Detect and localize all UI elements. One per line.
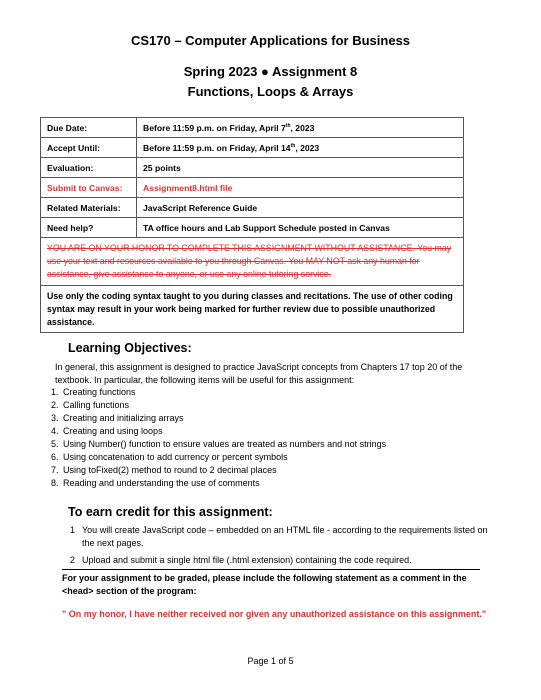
submit-value: Assignment8.html file — [137, 178, 464, 198]
materials-label: Related Materials: — [41, 198, 137, 218]
objective-item: 2. Calling functions — [61, 399, 511, 412]
evaluation-row — [41, 158, 464, 178]
objective-item: 7. Using toFixed(2) method to round to 2 decimal places — [61, 464, 511, 477]
assignment-info-table — [40, 117, 464, 333]
honor-statement: " On my honor, I have neither received nor given any unauthorized assistance on this assignment." — [62, 609, 487, 619]
accept-until-row — [41, 138, 464, 158]
page-number: Page 1 of 5 — [247, 656, 294, 666]
credit-item-number: 2 — [70, 555, 76, 565]
honor-notice: YOU ARE ON YOUR HONOR TO COMPLETE THIS ASSIGNMENT WITHOUT ASSISTANCE. You may use your text and resources available to you through Canvas. You MAY NOT ask any human for assistance, give assistance to anyone, or use any online tutoring service. — [41, 238, 464, 286]
learning-objectives-heading: Learning Objectives: — [68, 341, 192, 355]
honor-notice-row — [41, 238, 464, 286]
earn-credit-list — [70, 524, 490, 571]
help-label: Need help? — [41, 218, 137, 238]
section-divider — [62, 569, 480, 570]
earn-credit-heading: To earn credit for this assignment: — [68, 505, 273, 519]
credit-item-text: Upload and submit a single html file (.html extension) containing the code required. — [82, 555, 412, 565]
objective-item: 3. Creating and initializing arrays — [61, 412, 511, 425]
materials-row — [41, 198, 464, 218]
materials-value: JavaScript Reference Guide — [137, 198, 464, 218]
evaluation-label: Evaluation: — [41, 158, 137, 178]
help-row — [41, 218, 464, 238]
credit-item-number: 1 — [70, 525, 76, 535]
term-assignment-title: Spring 2023 ● Assignment 8 — [183, 64, 358, 79]
objective-item: 5. Using Number() function to ensure values are treated as numbers and not strings — [61, 438, 511, 451]
topic-title: Functions, Loops & Arrays — [187, 84, 354, 99]
objective-item: 6. Using concatenation to add currency or percent symbols — [61, 451, 511, 464]
credit-item — [70, 554, 490, 567]
statement-requirement: For your assignment to be graded, please include the following statement as a comment in the <head> section of the program: — [62, 573, 467, 596]
evaluation-value: 25 points — [137, 158, 464, 178]
objective-item: 8. Reading and understanding the use of comments — [61, 477, 511, 490]
accept-until-label: Accept Until: — [41, 138, 137, 158]
credit-item — [70, 524, 490, 550]
objective-item: 1. Creating functions — [61, 386, 511, 399]
learning-objectives-intro: In general, this assignment is designed to practice JavaScript concepts from Chapters 17 top 20 of the textbook. In particular, the following items will be useful for this assignment: — [55, 362, 463, 385]
submit-label: Submit to Canvas: — [41, 178, 137, 198]
due-date-row — [41, 118, 464, 138]
credit-item-text: You will create JavaScript code – embedded on an HTML file - according to the requirements listed on the next pages. — [82, 525, 488, 548]
help-value: TA office hours and Lab Support Schedule posted in Canvas — [137, 218, 464, 238]
objective-item: 4. Creating and using loops — [61, 425, 511, 438]
course-title: CS170 – Computer Applications for Business — [130, 33, 411, 48]
due-date-value: Before 11:59 p.m. on Friday, April 7th, 2023 — [137, 118, 464, 138]
coding-notice: Use only the coding syntax taught to you during classes and recitations. The use of other coding syntax may result in your work being marked for further review due to possible unauthorized assistance. — [41, 286, 464, 333]
due-date-label: Due Date: — [41, 118, 137, 138]
submit-row — [41, 178, 464, 198]
learning-objectives-list — [31, 386, 511, 490]
coding-notice-row — [41, 286, 464, 333]
accept-until-value: Before 11:59 p.m. on Friday, April 14th, 2023 — [137, 138, 464, 158]
